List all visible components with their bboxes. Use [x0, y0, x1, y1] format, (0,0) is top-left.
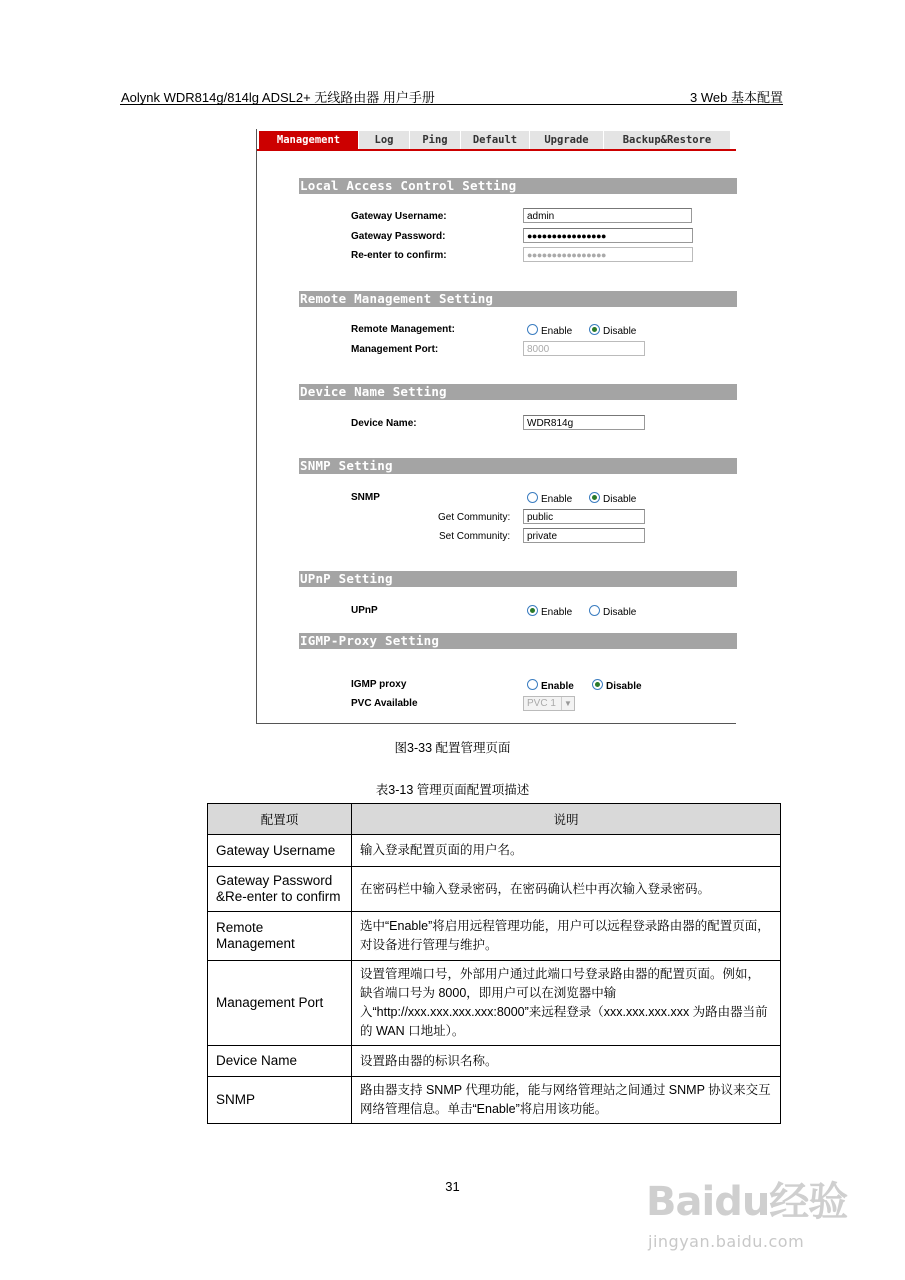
radio-off-icon: [527, 492, 538, 503]
remote-management-label: Remote Management:: [351, 324, 455, 335]
radio-on-icon: [589, 324, 600, 335]
section-igmp-proxy: IGMP-Proxy Setting: [299, 633, 737, 649]
upnp-label: UPnP: [351, 605, 378, 616]
row-description: 设置路由器的标识名称。: [352, 1046, 781, 1077]
remote-enable-radio[interactable]: [527, 324, 572, 337]
row-description: 在密码栏中输入登录密码，在密码确认栏中再次输入登录密码。: [352, 867, 781, 912]
snmp-enable-label: Enable: [541, 494, 573, 505]
table-row: [208, 835, 781, 867]
gateway-password-label: Gateway Password:: [351, 231, 446, 242]
radio-on-icon: [589, 492, 600, 503]
gateway-password-input[interactable]: ●●●●●●●●●●●●●●●●: [523, 228, 693, 243]
tab-management[interactable]: Management: [259, 131, 359, 149]
set-community-label: Set Community:: [439, 531, 511, 542]
row-description: 选中“Enable”将启用远程管理功能，用户可以远程登录路由器的配置页面，对设备进行管理与维护。: [352, 912, 781, 961]
upnp-enable-radio[interactable]: [527, 605, 572, 618]
get-community-label: Get Community:: [438, 512, 511, 523]
reenter-confirm-label: Re-enter to confirm:: [351, 250, 447, 261]
remote-disable-radio[interactable]: [589, 324, 636, 337]
upnp-enable-label: Enable: [541, 607, 573, 618]
row-item: Management Port: [208, 961, 352, 1046]
set-community-input[interactable]: private: [523, 528, 645, 543]
pvc-select[interactable]: [523, 696, 575, 711]
row-item: Gateway Password &Re-enter to confirm: [208, 867, 352, 912]
upnp-disable-label: Disable: [603, 607, 637, 618]
watermark-brand: Baidu经验: [646, 1179, 848, 1225]
table-row: [208, 1077, 781, 1124]
reenter-confirm-input[interactable]: ●●●●●●●●●●●●●●●●: [523, 247, 693, 262]
radio-off-icon: [527, 324, 538, 335]
radio-off-icon: [589, 605, 600, 616]
tab-log[interactable]: Log: [359, 131, 410, 149]
config-description-table: [207, 803, 781, 1124]
igmp-enable-radio[interactable]: [527, 679, 574, 692]
snmp-disable-radio[interactable]: [589, 492, 636, 505]
tab-backup-restore[interactable]: Backup&Restore: [604, 131, 731, 149]
remote-disable-label: Disable: [603, 326, 637, 337]
upnp-disable-radio[interactable]: [589, 605, 636, 618]
section-device-name: Device Name Setting: [299, 384, 737, 400]
radio-on-icon: [527, 605, 538, 616]
column-header-item: 配置项: [208, 804, 352, 835]
snmp-disable-label: Disable: [603, 494, 637, 505]
management-port-input[interactable]: 8000: [523, 341, 645, 356]
management-port-label: Management Port:: [351, 344, 439, 355]
watermark-url: jingyan.baidu.com: [648, 1232, 805, 1251]
snmp-label: SNMP: [351, 492, 380, 503]
row-description: 路由器支持 SNMP 代理功能，能与网络管理站之间通过 SNMP 协议来交互网络管理信息。单击“Enable”将启用该功能。: [352, 1077, 781, 1124]
row-item: Device Name: [208, 1046, 352, 1077]
table-row: [208, 912, 781, 961]
device-name-label: Device Name:: [351, 418, 417, 429]
gateway-username-label: Gateway Username:: [351, 211, 447, 222]
table-row: [208, 961, 781, 1046]
get-community-input[interactable]: public: [523, 509, 645, 524]
gateway-username-input[interactable]: admin: [523, 208, 692, 223]
table-caption: 表3-13 管理页面配置项描述: [375, 783, 530, 797]
page-number: 31: [445, 1179, 460, 1194]
row-item: Gateway Username: [208, 835, 352, 867]
section-remote-management: Remote Management Setting: [299, 291, 737, 307]
igmp-disable-label: Disable: [606, 681, 642, 692]
row-description: 设置管理端口号，外部用户通过此端口号登录路由器的配置页面。例如，缺省端口号为 8000，即用户可以在浏览器中输入“http://xxx.xxx.xxx.xxx:8000”来远程登录（xxx.xxx.xxx.xxx 为路由器当前的 WAN 口地址）。: [352, 961, 781, 1046]
radio-off-icon: [527, 679, 538, 690]
tab-upgrade[interactable]: Upgrade: [530, 131, 604, 149]
pvc-available-label: PVC Available: [351, 698, 418, 709]
table-row: [208, 1046, 781, 1077]
section-upnp: UPnP Setting: [299, 571, 737, 587]
table-row: [208, 867, 781, 912]
remote-enable-label: Enable: [541, 326, 573, 337]
igmp-proxy-label: IGMP proxy: [351, 679, 407, 690]
row-description: 输入登录配置页面的用户名。: [352, 835, 781, 867]
tab-ping[interactable]: Ping: [410, 131, 461, 149]
section-snmp: SNMP Setting: [299, 458, 737, 474]
page-header-left: Aolynk WDR814g/814lg ADSL2+ 无线路由器 用户手册: [121, 90, 435, 105]
device-name-input[interactable]: WDR814g: [523, 415, 645, 430]
chevron-down-icon: ▼: [561, 697, 574, 710]
tab-default[interactable]: Default: [461, 131, 530, 149]
radio-on-icon: [592, 679, 603, 690]
figure-caption: 图3-33 配置管理页面: [394, 741, 511, 755]
pvc-select-value: PVC 1: [527, 698, 556, 709]
igmp-enable-label: Enable: [541, 681, 574, 692]
snmp-enable-radio[interactable]: [527, 492, 572, 505]
page-header-right: 3 Web 基本配置: [690, 90, 783, 105]
baidu-watermark: [644, 1170, 854, 1270]
row-item: Remote Management: [208, 912, 352, 961]
header-rule: [120, 104, 783, 105]
table-header-row: [208, 804, 781, 835]
igmp-disable-radio[interactable]: [592, 679, 642, 692]
row-item: SNMP: [208, 1077, 352, 1124]
column-header-description: 说明: [352, 804, 781, 835]
tab-bar: [257, 129, 736, 151]
section-local-access: Local Access Control Setting: [299, 178, 737, 194]
management-screenshot: [256, 129, 736, 724]
